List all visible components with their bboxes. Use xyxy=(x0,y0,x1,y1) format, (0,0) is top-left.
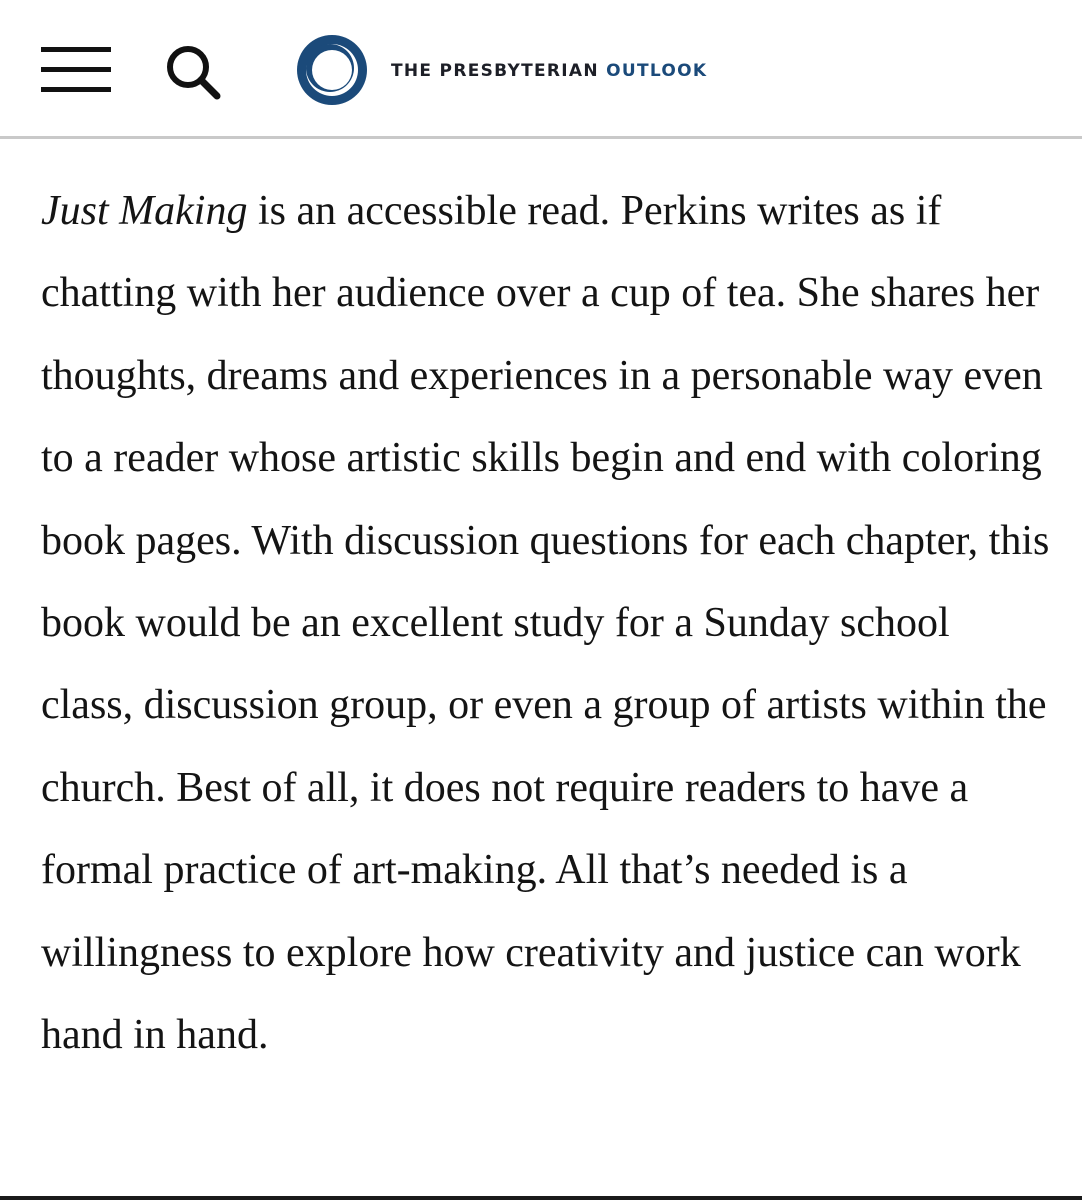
book-title: Just Making xyxy=(41,188,248,234)
menu-line xyxy=(41,67,111,72)
hamburger-menu-icon[interactable] xyxy=(41,47,111,93)
menu-line xyxy=(41,47,111,52)
logo-text-accent: OUTLOOK xyxy=(606,61,708,81)
paragraph-text: is an accessible read. Perkins writes as if chatting with her audience over a cup of tea. She shares her thoughts, dreams and experiences in a personable way even to a reader whose artistic skills begin and end with coloring book pages. With discussion questions for each chapter, this book would be an excellent study for a Sunday school class, discussion group, or even a group of artists within the church. Best of all, it does not require readers to have a formal practice of art-making. All that’s needed is a willingness to explore how creativity and justice can work hand in hand. xyxy=(41,188,1050,1059)
menu-line xyxy=(41,87,111,92)
bottom-divider xyxy=(0,1196,1082,1200)
presbyterian-outlook-logo-icon[interactable] xyxy=(292,30,372,110)
article-paragraph xyxy=(41,170,1051,1076)
site-header xyxy=(0,0,1082,139)
logo-text-primary: THE PRESBYTERIAN xyxy=(391,61,599,81)
site-logo-text[interactable] xyxy=(391,58,707,84)
search-icon[interactable] xyxy=(163,42,223,102)
